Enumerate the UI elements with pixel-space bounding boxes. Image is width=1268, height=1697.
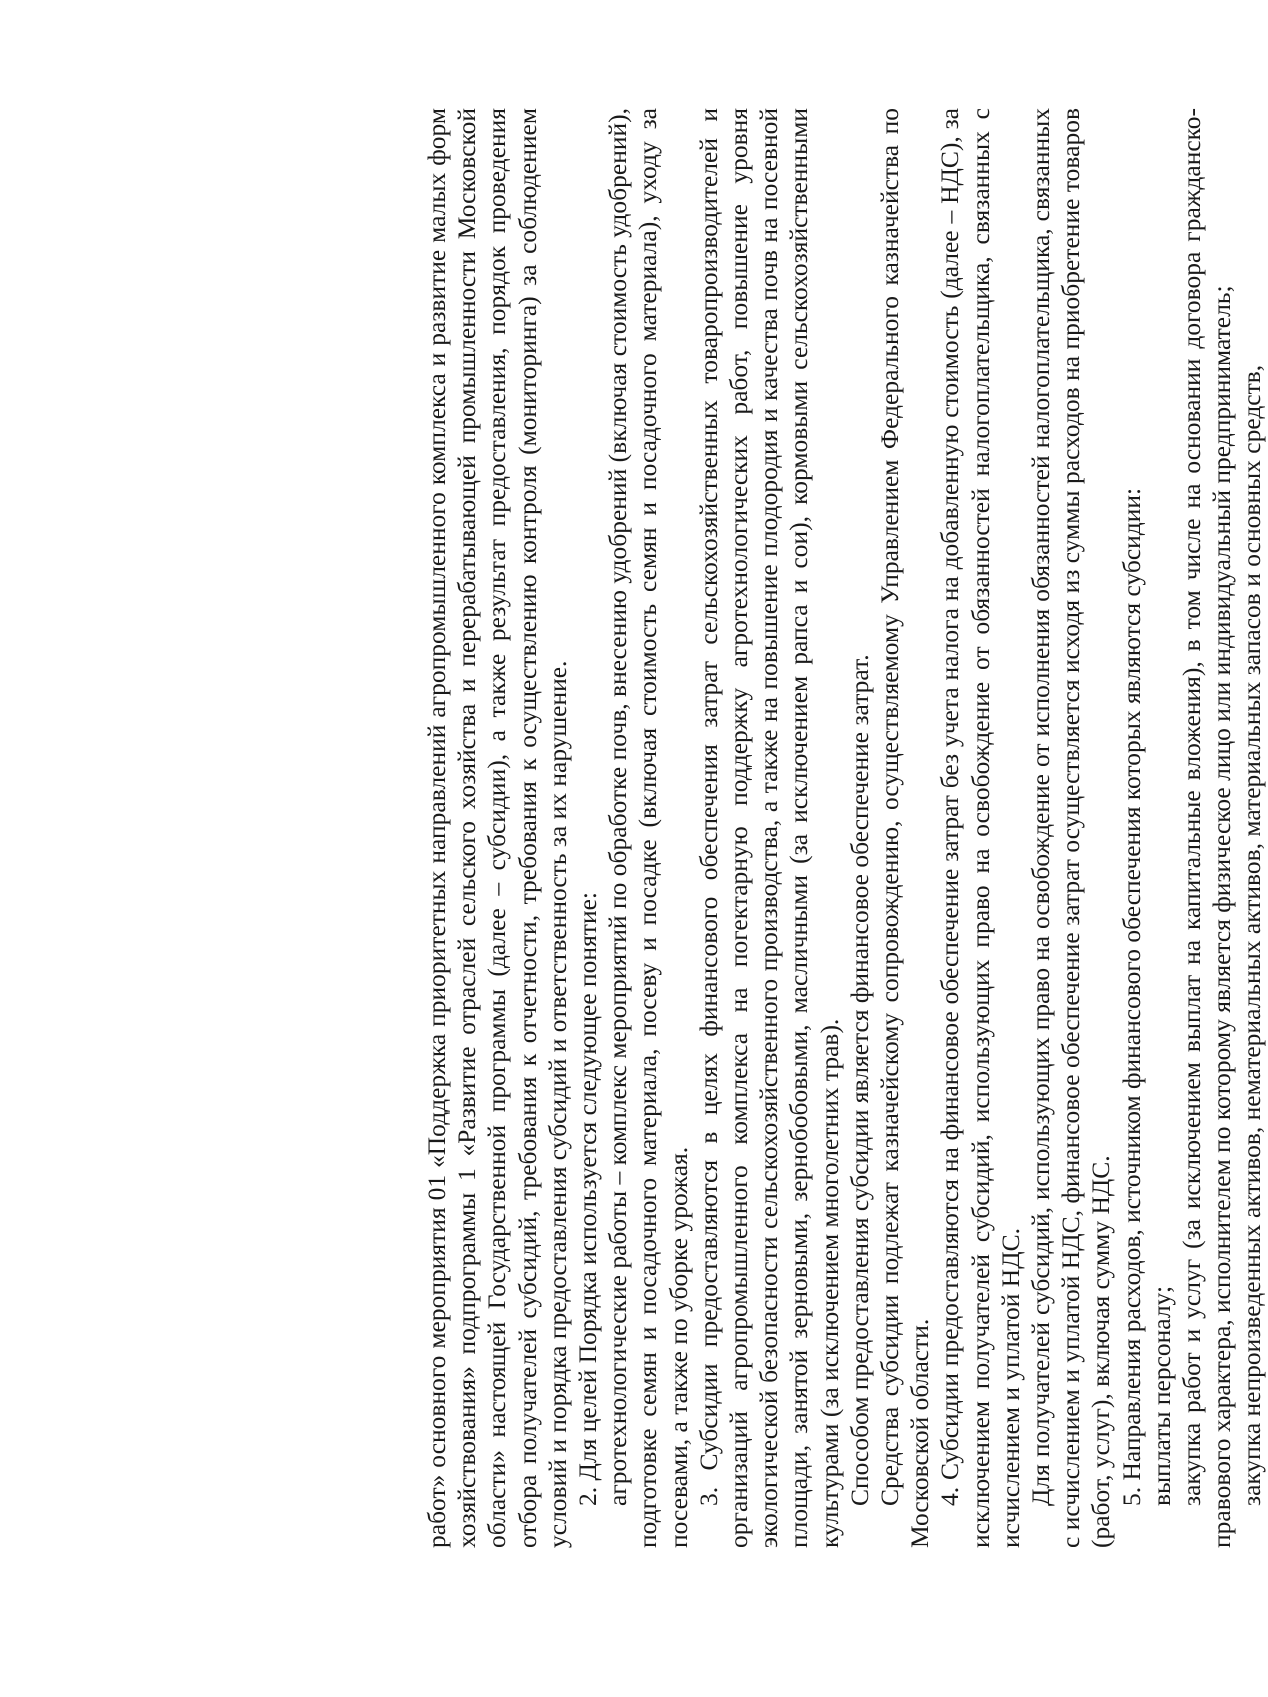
paragraph-personnel: выплаты персоналу;: [1147, 1285, 1177, 1506]
paragraph-vat: Для получателей субсидий, использующих право на освобождение от исполнения обязанностей налогоплательщика, связанных с исчислением и уплатой НДС, финансовое обеспечение затрат осуществляется исходя из суммы расходов на приобретение товаров (работ, услуг), включая сумму НДС.: [1026, 108, 1116, 1548]
paragraph-works: закупка работ и услуг (за исключением выплат на капитальные вложения), в том числе на основании договора гражданско-правового характера, исполнителем по которому является физическое лицо или индивидуальный предприниматель;: [1177, 108, 1237, 1548]
paragraph-intro: работ» основного мероприятия 01 «Поддержка приоритетных направлений агропромышленного комплекса и развитие малых форм хозяйствования» подпрограммы 1 «Развитие отраслей сельского хозяйства и перерабатывающей промышленности Московской области» настоящей Государственной программы (далее – субсидии), а также результат предоставления, порядок проведения отбора получателей субсидий, требования к отчетности, требования к осуществлению контроля (мониторинга) за соблюдением условий и порядка предоставления субсидий и ответственность за их нарушение.: [422, 108, 572, 1548]
paragraph-assets: закупка непроизведенных активов, нематериальных активов, материальных запасов и основных средств,: [1237, 364, 1267, 1506]
document-text: [422, 108, 1268, 1548]
paragraph-5: 5. Направления расходов, источником финансового обеспечения которых являются субсидии:: [1116, 487, 1146, 1506]
paragraph-treasury: Средства субсидии подлежат казначейскому сопровождению, осуществляемому Управлением Федерального казначейства по Московской области.: [875, 108, 935, 1548]
paragraph-3: 3. Субсидии предоставляются в целях финансового обеспечения затрат сельскохозяйственных товаропроизводителей и организаций агропромышленного комплекса на погектарную поддержку агротехнологических работ, повышение уровня экологической безопасности сельскохозяйственного производства, а также на повышение плодородия и качества почв на посевной площади, занятой зерновыми, зернобобовыми, масличными (за исключением рапса и сои), кормовыми сельскохозяйственными культурами (за исключением многолетних трав).: [693, 108, 844, 1548]
paragraph-4: 4. Субсидии предоставляются на финансовое обеспечение затрат без учета налога на добавленную стоимость (далее – НДС), за исключением получателей субсидий, использующих право на освобождение от обязанностей налогоплательщика, связанных с исчислением и уплатой НДС.: [935, 108, 1026, 1548]
paragraph-2: 2. Для целей Порядка используется следующее понятие:: [573, 891, 603, 1506]
paragraph-method: Способом предоставления субсидии является финансовое обеспечение затрат.: [845, 654, 874, 1506]
paragraph-definition: агротехнологические работы – комплекс мероприятий по обработке почв, внесению удобрений (включая стоимость удобрений), подготовке семян и посадочного материала, посеву и посадке (включая стоимость семян и посадочного материала), уходу за посевами, а также по уборке урожая.: [603, 108, 693, 1548]
